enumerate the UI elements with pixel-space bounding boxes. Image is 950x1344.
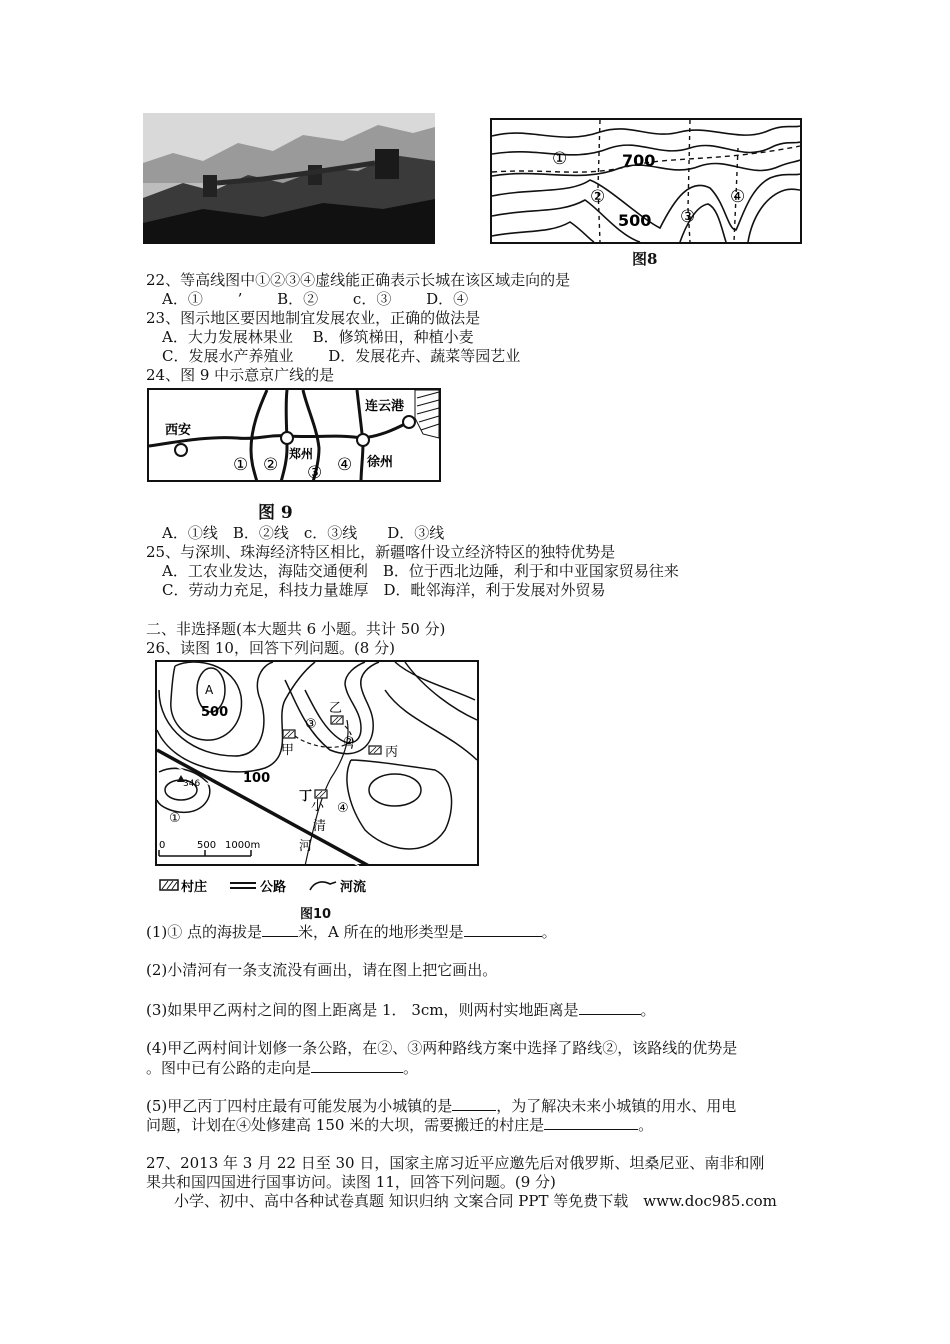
city-lianyungang: 连云港	[365, 399, 405, 414]
question-27-line-2: 果共和国四国进行国事访问。读图 11，回答下列问题。(9 分)	[146, 1173, 556, 1191]
question-22-options: A．① ’ B．② c．③ D．④	[162, 290, 469, 308]
answer-blank-relocated-village[interactable]	[544, 1115, 638, 1130]
question-26-sub-1	[146, 922, 557, 942]
city-xuzhou: 徐州	[367, 455, 394, 470]
question-25-options-2: C．劳动力充足，科技力量雄厚 D．毗邻海洋，利于发展对外贸易	[162, 581, 606, 599]
river-name-char-2: 清	[313, 819, 327, 834]
figure-9-marker-2: ②	[263, 455, 279, 475]
label-A: A	[205, 683, 214, 697]
question-24-options: A．①线 B．②线 c．③线 D．③线	[162, 524, 445, 542]
question-22-stem: 22、等高线图中①②③④虚线能正确表示长城在该区域走向的是	[146, 271, 571, 289]
scale-label-0: 0	[159, 840, 166, 851]
answer-blank-town-village[interactable]	[452, 1096, 496, 1111]
village-bing-label: 丙	[385, 745, 399, 760]
scale-label-500: 500	[197, 840, 217, 851]
q26-sub1-text-b: 米，A 所在的地形类型是	[298, 923, 464, 941]
answer-blank-elevation[interactable]	[262, 922, 298, 937]
question-26-sub-4-line-1: (4)甲乙两村间计划修一条公路，在②、③两种路线方案中选择了路线②，该路线的优势是	[146, 1039, 738, 1057]
answer-blank-landform[interactable]	[464, 922, 542, 937]
section-2-heading: 二、非选择题(本大题共 6 小题。共计 50 分)	[146, 620, 446, 638]
figure-9-marker-3: ③	[307, 463, 323, 482]
legend-road-label: 公路	[260, 880, 287, 895]
question-25-stem: 25、与深圳、珠海经济特区相比，新疆喀什设立经济特区的独特优势是	[146, 543, 616, 561]
question-26-sub-4-line-2	[146, 1058, 418, 1078]
question-25-options-1: A．工农业发达，海陆交通便利 B．位于西北边陲，利于和中亚国家贸易往来	[162, 562, 679, 580]
figure-10-marker-2: ②	[343, 735, 355, 750]
figure-10-caption: 图10	[300, 907, 332, 922]
question-23-options-1: A．大力发展林果业 B．修筑梯田，种植小麦	[162, 328, 474, 346]
city-zhengzhou: 郑州	[289, 447, 314, 461]
legend-village-label: 村庄	[181, 880, 208, 895]
q26-sub5-text-c: 问题，计划在④处修建高 150 米的大坝，需要搬迁的村庄是	[146, 1116, 545, 1134]
label-100: 100	[243, 771, 271, 786]
question-26-sub-5-line-2	[146, 1115, 653, 1135]
question-26-stem: 26、读图 10，回答下列问题。(8 分)	[146, 639, 395, 657]
figure-8-marker-1: ①	[552, 149, 568, 169]
question-26-sub-3	[146, 1000, 656, 1020]
figure-9-marker-1: ①	[233, 455, 249, 475]
answer-blank-road-direction[interactable]	[311, 1058, 403, 1073]
figure-8-contour-map	[490, 118, 802, 244]
question-26-sub-5-line-1	[146, 1096, 736, 1116]
question-23-options-2: C．发展水产养殖业 D．发展花卉、蔬菜等园艺业	[162, 347, 521, 365]
legend-river-label: 河流	[340, 880, 367, 895]
q26-sub5-text-a: (5)甲乙丙丁四村庄最有可能发展为小城镇的是	[146, 1097, 453, 1115]
figure-9-railway-map	[147, 388, 441, 482]
label-346: 346	[183, 779, 201, 789]
q26-sub5-text-d: 。	[638, 1116, 654, 1134]
question-23-stem: 23、图示地区要因地制宜发展农业，正确的做法是	[146, 309, 481, 327]
figure-10-legend	[158, 876, 408, 896]
figure-10-topographic-map	[155, 660, 479, 866]
village-yi-label: 乙	[329, 701, 343, 716]
figure-8-marker-2: ②	[590, 187, 606, 207]
q26-sub1-text-c: 。	[541, 923, 557, 941]
village-ding-label: 丁	[299, 789, 313, 804]
q26-sub3-text-a: (3)如果甲乙两村之间的图上距离是 1． 3cm，则两村实地距离是	[146, 1001, 579, 1019]
figure-8-marker-3: ③	[680, 207, 696, 227]
contour-label-500: 500	[618, 211, 652, 230]
answer-blank-distance[interactable]	[579, 1000, 641, 1015]
figure-10-marker-3: ③	[305, 717, 317, 732]
q26-sub1-text-a: (1)① 点的海拔是	[146, 923, 263, 941]
city-xian: 西安	[165, 423, 192, 438]
question-27-line-1: 27、2013 年 3 月 22 日至 30 日，国家主席习近平应邀先后对俄罗斯、坦桑尼亚、南非和刚	[146, 1154, 765, 1172]
contour-label-700: 700	[622, 151, 656, 170]
figure-9-marker-4: ④	[337, 455, 353, 475]
page-footer: 小学、初中、高中各种试卷真题 知识归纳 文案合同 PPT 等免费下载 www.doc985.com	[174, 1192, 777, 1210]
q26-sub3-text-b: 。	[640, 1001, 656, 1019]
figure-8-marker-4: ④	[730, 187, 746, 207]
figure-9-caption: 图 9	[258, 503, 293, 523]
great-wall-photo	[143, 113, 435, 244]
village-jia-label: 甲	[281, 743, 295, 758]
q26-sub5-text-b: ，为了解决未来小城镇的用水、用电	[496, 1097, 737, 1115]
q26-sub4-text-c: 。	[403, 1059, 419, 1077]
question-24-stem: 24、图 9 中示意京广线的是	[146, 366, 335, 384]
figure-10-marker-4: ④	[337, 801, 349, 816]
label-500: 500	[201, 705, 229, 720]
figure-8-caption: 图8	[632, 250, 658, 268]
q26-sub4-text-b: 。图中已有公路的走向是	[146, 1059, 312, 1077]
figure-10-marker-1: ①	[169, 811, 181, 826]
scale-label-1000: 1000m	[225, 840, 261, 851]
river-name-char-3: 河	[299, 839, 313, 854]
question-26-sub-2: (2)小清河有一条支流没有画出，请在图上把它画出。	[146, 961, 498, 979]
river-name-char-1: 小	[311, 799, 325, 814]
